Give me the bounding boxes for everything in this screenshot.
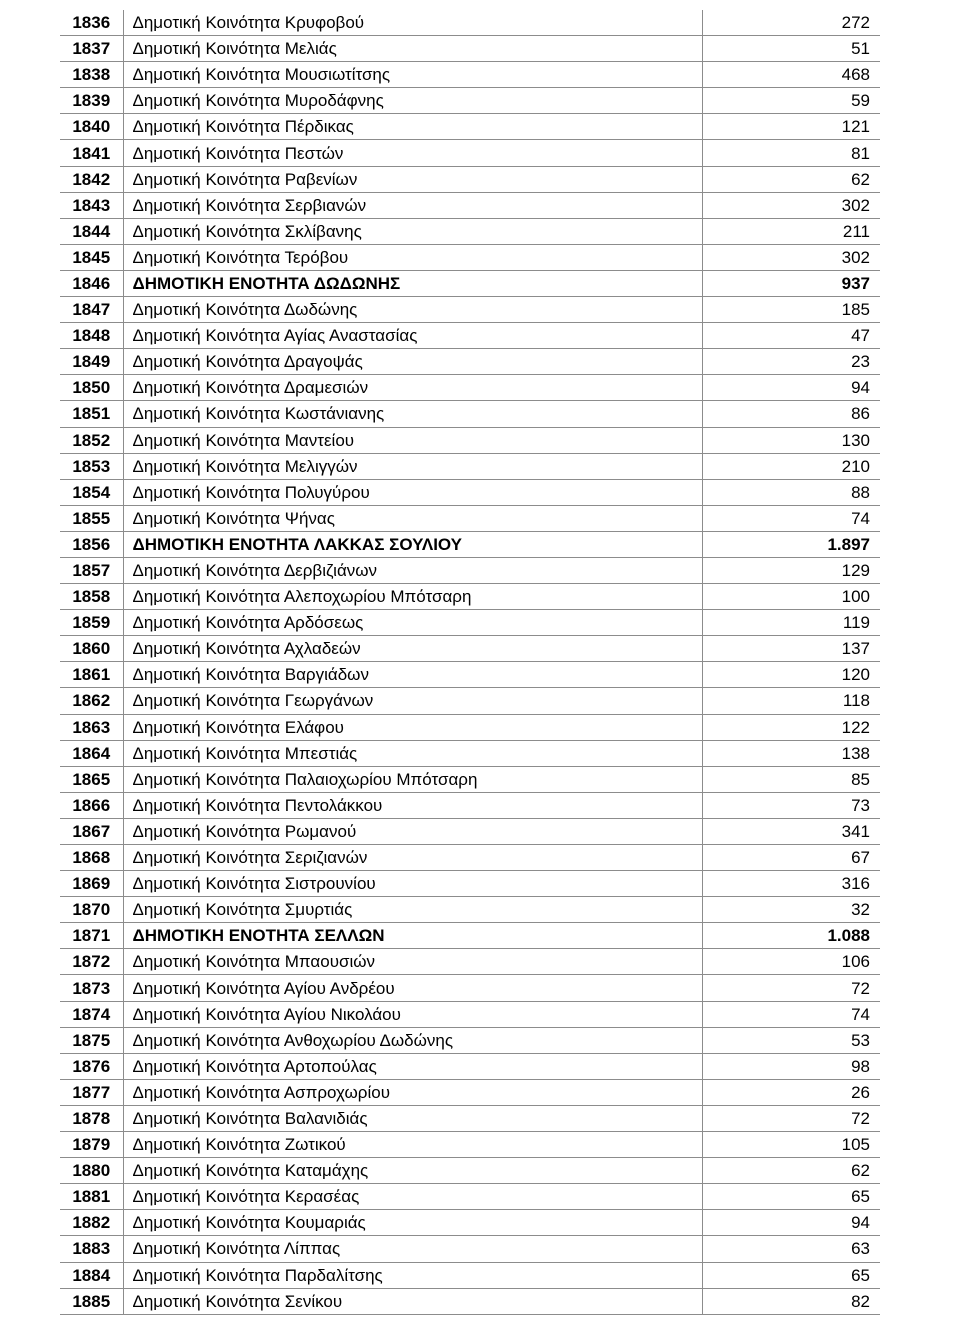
row-value: 100 (702, 584, 880, 610)
row-number: 1839 (60, 88, 123, 114)
row-number: 1855 (60, 505, 123, 531)
community-name: Δημοτική Κοινότητα Δραγοψάς (123, 349, 702, 375)
row-value: 302 (702, 244, 880, 270)
table-row (60, 1236, 880, 1262)
community-name: Δημοτική Κοινότητα Κουμαριάς (123, 1210, 702, 1236)
table-row (60, 1027, 880, 1053)
row-value: 62 (702, 166, 880, 192)
table-row (60, 114, 880, 140)
table-row (60, 192, 880, 218)
table-row (60, 662, 880, 688)
row-number: 1852 (60, 427, 123, 453)
row-value: 302 (702, 192, 880, 218)
table-row (60, 244, 880, 270)
row-number: 1868 (60, 845, 123, 871)
row-value: 65 (702, 1184, 880, 1210)
row-number: 1851 (60, 401, 123, 427)
row-value: 82 (702, 1288, 880, 1314)
community-name: Δημοτική Κοινότητα Αχλαδεών (123, 636, 702, 662)
table-row (60, 140, 880, 166)
table-row (60, 975, 880, 1001)
row-value: 98 (702, 1053, 880, 1079)
table-row (60, 1288, 880, 1314)
community-name: Δημοτική Κοινότητα Δραμεσιών (123, 375, 702, 401)
row-number: 1872 (60, 949, 123, 975)
table-row (60, 923, 880, 949)
row-number: 1874 (60, 1001, 123, 1027)
row-value: 129 (702, 557, 880, 583)
row-value: 26 (702, 1079, 880, 1105)
row-number: 1863 (60, 714, 123, 740)
community-name: Δημοτική Κοινότητα Μπαουσιών (123, 949, 702, 975)
table-row (60, 1001, 880, 1027)
table-row (60, 88, 880, 114)
row-value: 272 (702, 10, 880, 36)
table-row (60, 479, 880, 505)
row-value: 105 (702, 1132, 880, 1158)
row-value: 210 (702, 453, 880, 479)
community-name: Δημοτική Κοινότητα Αγίου Νικολάου (123, 1001, 702, 1027)
community-name: Δημοτική Κοινότητα Σενίκου (123, 1288, 702, 1314)
row-number: 1854 (60, 479, 123, 505)
row-number: 1859 (60, 610, 123, 636)
row-number: 1867 (60, 818, 123, 844)
community-name: Δημοτική Κοινότητα Αρδόσεως (123, 610, 702, 636)
row-number: 1857 (60, 557, 123, 583)
table-row (60, 323, 880, 349)
table-row (60, 453, 880, 479)
row-value: 211 (702, 218, 880, 244)
row-number: 1840 (60, 114, 123, 140)
row-number: 1878 (60, 1105, 123, 1131)
table-row (60, 949, 880, 975)
community-name: Δημοτική Κοινότητα Ζωτικού (123, 1132, 702, 1158)
table-row (60, 1262, 880, 1288)
community-name: Δημοτική Κοινότητα Κερασέας (123, 1184, 702, 1210)
community-name: Δημοτική Κοινότητα Ανθοχωρίου Δωδώνης (123, 1027, 702, 1053)
row-value: 86 (702, 401, 880, 427)
table-row (60, 1053, 880, 1079)
community-name: Δημοτική Κοινότητα Γεωργάνων (123, 688, 702, 714)
table-row (60, 375, 880, 401)
row-value: 81 (702, 140, 880, 166)
community-name: Δημοτική Κοινότητα Αγίας Αναστασίας (123, 323, 702, 349)
row-number: 1837 (60, 36, 123, 62)
row-number: 1885 (60, 1288, 123, 1314)
community-name: Δημοτική Κοινότητα Παρδαλίτσης (123, 1262, 702, 1288)
row-number: 1864 (60, 740, 123, 766)
row-value: 118 (702, 688, 880, 714)
row-number: 1862 (60, 688, 123, 714)
row-number: 1844 (60, 218, 123, 244)
row-number: 1866 (60, 792, 123, 818)
row-value: 47 (702, 323, 880, 349)
table-row (60, 218, 880, 244)
row-number: 1846 (60, 270, 123, 296)
community-name: Δημοτική Κοινότητα Αγίου Ανδρέου (123, 975, 702, 1001)
row-number: 1865 (60, 766, 123, 792)
community-name: Δημοτική Κοινότητα Πεστών (123, 140, 702, 166)
table-row (60, 10, 880, 36)
row-number: 1880 (60, 1158, 123, 1184)
community-name: Δημοτική Κοινότητα Πολυγύρου (123, 479, 702, 505)
row-number: 1876 (60, 1053, 123, 1079)
community-name: Δημοτική Κοινότητα Σερβιανών (123, 192, 702, 218)
row-value: 341 (702, 818, 880, 844)
row-value: 67 (702, 845, 880, 871)
row-value: 130 (702, 427, 880, 453)
community-name: Δημοτική Κοινότητα Ψήνας (123, 505, 702, 531)
row-value: 185 (702, 297, 880, 323)
table-row (60, 818, 880, 844)
community-name: Δημοτική Κοινότητα Σεριζιανών (123, 845, 702, 871)
community-name: Δημοτική Κοινότητα Σμυρτιάς (123, 897, 702, 923)
row-value: 94 (702, 1210, 880, 1236)
row-number: 1858 (60, 584, 123, 610)
row-value: 85 (702, 766, 880, 792)
community-name: Δημοτική Κοινότητα Μελιάς (123, 36, 702, 62)
community-name: Δημοτική Κοινότητα Σιστρουνίου (123, 871, 702, 897)
row-value: 1.088 (702, 923, 880, 949)
row-value: 1.897 (702, 531, 880, 557)
community-name: Δημοτική Κοινότητα Καταμάχης (123, 1158, 702, 1184)
community-name: Δημοτική Κοινότητα Ελάφου (123, 714, 702, 740)
community-name: Δημοτική Κοινότητα Τερόβου (123, 244, 702, 270)
community-name: Δημοτική Κοινότητα Βαργιάδων (123, 662, 702, 688)
community-name: Δημοτική Κοινότητα Πεντολάκκου (123, 792, 702, 818)
community-name: Δημοτική Κοινότητα Βαλανιδιάς (123, 1105, 702, 1131)
row-value: 51 (702, 36, 880, 62)
row-number: 1853 (60, 453, 123, 479)
table-row (60, 845, 880, 871)
row-number: 1845 (60, 244, 123, 270)
table-row (60, 584, 880, 610)
row-value: 62 (702, 1158, 880, 1184)
row-value: 73 (702, 792, 880, 818)
table-row (60, 714, 880, 740)
community-name: Δημοτική Κοινότητα Ραβενίων (123, 166, 702, 192)
row-number: 1871 (60, 923, 123, 949)
community-name: Δημοτική Κοινότητα Μουσιωτίτσης (123, 62, 702, 88)
row-number: 1870 (60, 897, 123, 923)
row-number: 1883 (60, 1236, 123, 1262)
row-number: 1843 (60, 192, 123, 218)
row-number: 1860 (60, 636, 123, 662)
row-number: 1869 (60, 871, 123, 897)
table-body (60, 10, 880, 1314)
row-value: 937 (702, 270, 880, 296)
row-value: 63 (702, 1236, 880, 1262)
community-name: Δημοτική Κοινότητα Πέρδικας (123, 114, 702, 140)
table-row (60, 792, 880, 818)
row-value: 94 (702, 375, 880, 401)
row-value: 74 (702, 1001, 880, 1027)
row-value: 138 (702, 740, 880, 766)
unit-name: ΔΗΜΟΤΙΚΗ ΕΝΟΤΗΤΑ ΣΕΛΛΩΝ (123, 923, 702, 949)
row-value: 120 (702, 662, 880, 688)
row-value: 72 (702, 1105, 880, 1131)
community-name: Δημοτική Κοινότητα Ασπροχωρίου (123, 1079, 702, 1105)
table-row (60, 166, 880, 192)
table-row (60, 36, 880, 62)
row-value: 316 (702, 871, 880, 897)
row-value: 88 (702, 479, 880, 505)
table-row (60, 897, 880, 923)
row-value: 65 (702, 1262, 880, 1288)
row-value: 121 (702, 114, 880, 140)
table-row (60, 1158, 880, 1184)
row-number: 1877 (60, 1079, 123, 1105)
community-name: Δημοτική Κοινότητα Παλαιοχωρίου Μπότσαρη (123, 766, 702, 792)
community-name: Δημοτική Κοινότητα Δερβιζιάνων (123, 557, 702, 583)
table-row (60, 62, 880, 88)
row-value: 119 (702, 610, 880, 636)
row-number: 1882 (60, 1210, 123, 1236)
table-row (60, 636, 880, 662)
community-name: Δημοτική Κοινότητα Μπεστιάς (123, 740, 702, 766)
table-row (60, 531, 880, 557)
row-value: 137 (702, 636, 880, 662)
table-row (60, 871, 880, 897)
community-name: Δημοτική Κοινότητα Λίππας (123, 1236, 702, 1262)
row-number: 1836 (60, 10, 123, 36)
table-row (60, 1132, 880, 1158)
table-row (60, 557, 880, 583)
community-name: Δημοτική Κοινότητα Μελιγγών (123, 453, 702, 479)
table-row (60, 297, 880, 323)
communities-table (60, 10, 880, 1315)
community-name: Δημοτική Κοινότητα Δωδώνης (123, 297, 702, 323)
unit-name: ΔΗΜΟΤΙΚΗ ΕΝΟΤΗΤΑ ΔΩΔΩΝΗΣ (123, 270, 702, 296)
community-name: Δημοτική Κοινότητα Μαντείου (123, 427, 702, 453)
community-name: Δημοτική Κοινότητα Ρωμανού (123, 818, 702, 844)
row-number: 1879 (60, 1132, 123, 1158)
row-number: 1838 (60, 62, 123, 88)
table-row (60, 401, 880, 427)
row-number: 1884 (60, 1262, 123, 1288)
row-value: 23 (702, 349, 880, 375)
row-value: 122 (702, 714, 880, 740)
row-number: 1856 (60, 531, 123, 557)
row-number: 1881 (60, 1184, 123, 1210)
table-row (60, 349, 880, 375)
row-value: 32 (702, 897, 880, 923)
row-number: 1873 (60, 975, 123, 1001)
row-value: 72 (702, 975, 880, 1001)
row-value: 106 (702, 949, 880, 975)
community-name: Δημοτική Κοινότητα Σκλίβανης (123, 218, 702, 244)
row-value: 53 (702, 1027, 880, 1053)
community-name: Δημοτική Κοινότητα Κρυφοβού (123, 10, 702, 36)
row-number: 1875 (60, 1027, 123, 1053)
table-row (60, 740, 880, 766)
community-name: Δημοτική Κοινότητα Κωστάνιανης (123, 401, 702, 427)
row-value: 59 (702, 88, 880, 114)
row-value: 74 (702, 505, 880, 531)
table-row (60, 427, 880, 453)
table-row (60, 505, 880, 531)
row-number: 1848 (60, 323, 123, 349)
community-name: Δημοτική Κοινότητα Αρτοπούλας (123, 1053, 702, 1079)
row-number: 1861 (60, 662, 123, 688)
unit-name: ΔΗΜΟΤΙΚΗ ΕΝΟΤΗΤΑ ΛΑΚΚΑΣ ΣΟΥΛΙΟΥ (123, 531, 702, 557)
table-row (60, 1210, 880, 1236)
table-row (60, 1079, 880, 1105)
table-row (60, 270, 880, 296)
row-number: 1847 (60, 297, 123, 323)
table-row (60, 766, 880, 792)
table-row (60, 610, 880, 636)
table-row (60, 1105, 880, 1131)
row-number: 1849 (60, 349, 123, 375)
row-number: 1850 (60, 375, 123, 401)
table-row (60, 688, 880, 714)
community-name: Δημοτική Κοινότητα Αλεποχωρίου Μπότσαρη (123, 584, 702, 610)
row-number: 1841 (60, 140, 123, 166)
table-row (60, 1184, 880, 1210)
row-value: 468 (702, 62, 880, 88)
community-name: Δημοτική Κοινότητα Μυροδάφνης (123, 88, 702, 114)
row-number: 1842 (60, 166, 123, 192)
